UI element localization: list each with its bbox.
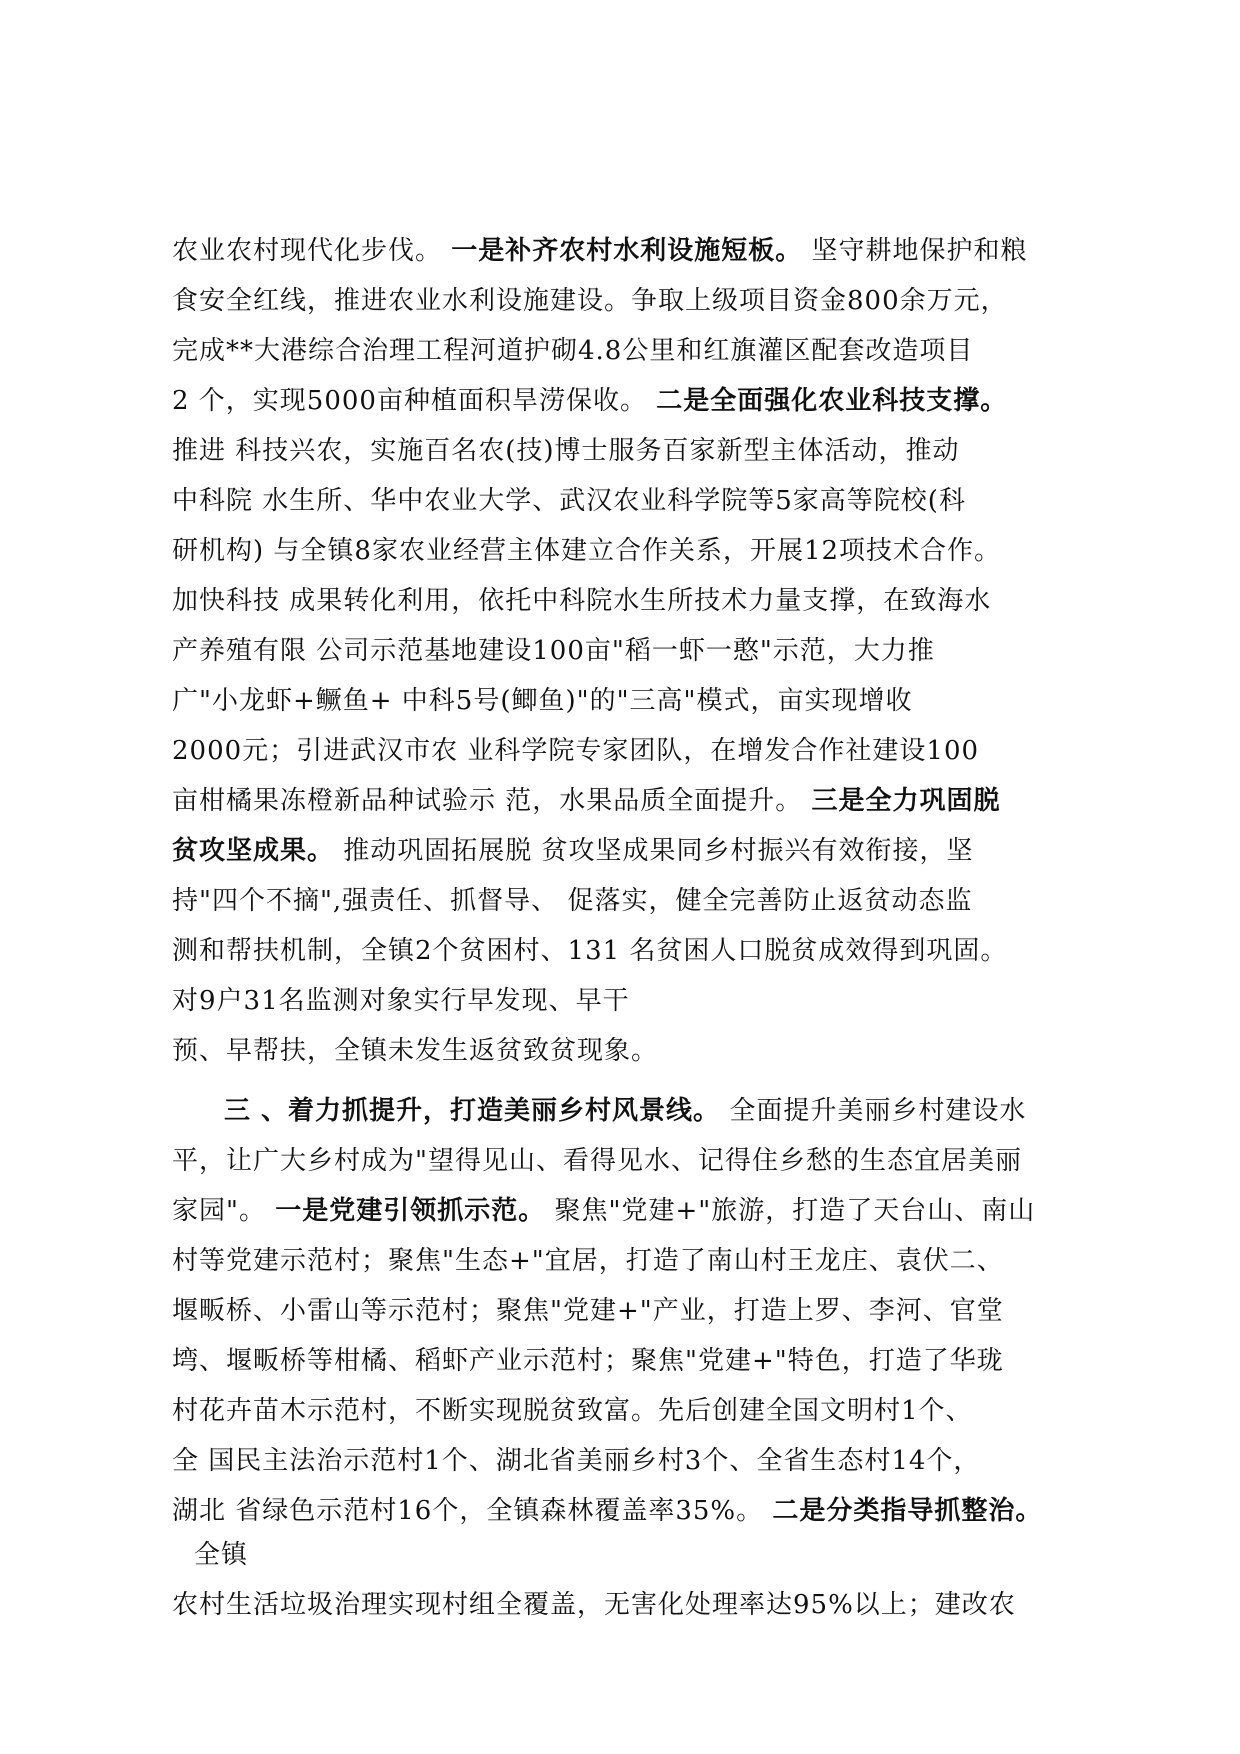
text-run: 中科院 水生所、华中农业大学、武汉农业科学院等5家高等院校(科 (172, 486, 966, 516)
text-line (172, 536, 1001, 566)
text-line (172, 1296, 1004, 1326)
text-run: 全镇 (194, 1540, 249, 1570)
text-line (172, 586, 991, 616)
text-run: 村花卉苗木示范村，不断实现脱贫致富。先后创建全国文明村1个、 (172, 1396, 973, 1426)
text-line (172, 886, 972, 916)
text-run: 坚守耕地保护和粮 (802, 236, 1028, 266)
bold-heading: 一是党建引领抓示范。 (275, 1196, 546, 1226)
text-run: 亩柑橘果冻橙新品种试验示 范，水果品质全面提升。 (172, 786, 812, 816)
text-line (172, 986, 630, 1016)
text-line (172, 1396, 973, 1426)
text-line (172, 1036, 658, 1066)
text-line (172, 286, 1008, 316)
text-run: 预、早帮扶，全镇未发生返贫致贫现象。 (172, 1036, 659, 1066)
text-run: 推动巩固拓展脱 贫攻坚成果同乡村振兴有效衔接，坚 (334, 836, 974, 866)
text-run: 对9户31名监测对象实行早发现、早干 (172, 986, 630, 1016)
text-line (172, 836, 974, 866)
bold-heading: 一是补齐农村水利设施短板。 (451, 236, 803, 266)
text-run: 湖北 省绿色示范村16个，全镇森林覆盖率35%。 (172, 1496, 773, 1526)
text-run: 产养殖有限 公司示范基地建设100亩"稻一虾一憨"示范，大力推 (172, 636, 935, 666)
text-run: 平，让广大乡村成为"望得见山、看得见水、记得住乡愁的生态宜居美丽 (172, 1146, 1022, 1176)
text-run: 完成**大港综合治理工程河道护砌4.8公里和红旗灌区配套改造项目 (172, 336, 974, 366)
text-line (172, 936, 1007, 966)
text-line (172, 1496, 1042, 1526)
text-line (172, 1346, 1004, 1376)
section-heading: 三 、着力抓提升，打造美丽乡村风景线。 (224, 1096, 721, 1126)
bold-heading: 三是全力巩固脱 (811, 786, 1001, 816)
text-line (172, 336, 973, 366)
bold-heading: 二是全面强化农业科技支撑。 (656, 386, 1008, 416)
text-run: 全 国民主法治示范村1个、湖北省美丽乡村3个、全省生态村14个， (172, 1446, 981, 1476)
text-run: 加快科技 成果转化利用，依托中科院水生所技术力量支撑，在致海水 (172, 586, 992, 616)
text-line (172, 786, 1001, 816)
text-run: 农业农村现代化步伐。 (172, 236, 452, 266)
text-run: 村等党建示范村；聚焦"生态+"宜居，打造了南山村王龙庄、袁伏二、 (172, 1246, 1004, 1276)
text-run: 持"四个不摘",强责任、抓督导、 促落实，健全完善防止返贫动态监 (172, 886, 973, 916)
text-line (172, 1246, 1004, 1276)
text-line (172, 1590, 1016, 1620)
bold-heading: 贫攻坚成果。 (172, 836, 335, 866)
text-line (172, 1146, 1022, 1176)
text-line (172, 386, 1007, 416)
text-run: 测和帮扶机制，全镇2个贫困村、131 名贫困人口脱贫成效得到巩固。 (172, 936, 1008, 966)
text-line (172, 736, 979, 766)
text-line (194, 1540, 248, 1570)
text-run: 食安全红线，推进农业水利设施建设。争取上级项目资金800余万元， (172, 286, 1008, 316)
section-heading-line (224, 1096, 1026, 1126)
bold-heading: 二是分类指导抓整治。 (772, 1496, 1043, 1526)
text-line (172, 236, 1028, 266)
text-run: 聚焦"党建+"旅游，打造了天台山、南山 (545, 1196, 1036, 1226)
text-run: 2000元；引进武汉市农 业科学院专家团队，在增发合作社建设100 (172, 736, 980, 766)
text-run: 家园"。 (172, 1196, 276, 1226)
text-run: 塆、堰畈桥等柑橘、稻虾产业示范村；聚焦"党建+"特色，打造了华珑 (172, 1346, 1004, 1376)
text-run: 堰畈桥、小雷山等示范村；聚焦"党建+"产业，打造上罗、李河、官堂 (172, 1296, 1004, 1326)
text-line (172, 686, 913, 716)
text-run: 推进 科技兴农，实施百名农(技)博士服务百家新型主体活动，推动 (172, 436, 960, 466)
text-line (172, 436, 960, 466)
text-line (172, 1446, 980, 1476)
text-run: 农村生活垃圾治理实现村组全覆盖，无害化处理率达95%以上；建改农 (172, 1590, 1016, 1620)
text-line (172, 1196, 1035, 1226)
text-run: 广"小龙虾+鳜鱼+ 中科5号(鲫鱼)"的"三高"模式，亩实现增收 (172, 686, 913, 716)
text-run: 全面提升美丽乡村建设水 (720, 1096, 1027, 1126)
text-line (172, 636, 935, 666)
text-line (172, 486, 966, 516)
text-run: 研机构) 与全镇8家农业经营主体建立合作关系，开展12项技术合作。 (172, 536, 1002, 566)
text-run: 2 个，实现5000亩种植面积旱涝保收。 (172, 386, 657, 416)
